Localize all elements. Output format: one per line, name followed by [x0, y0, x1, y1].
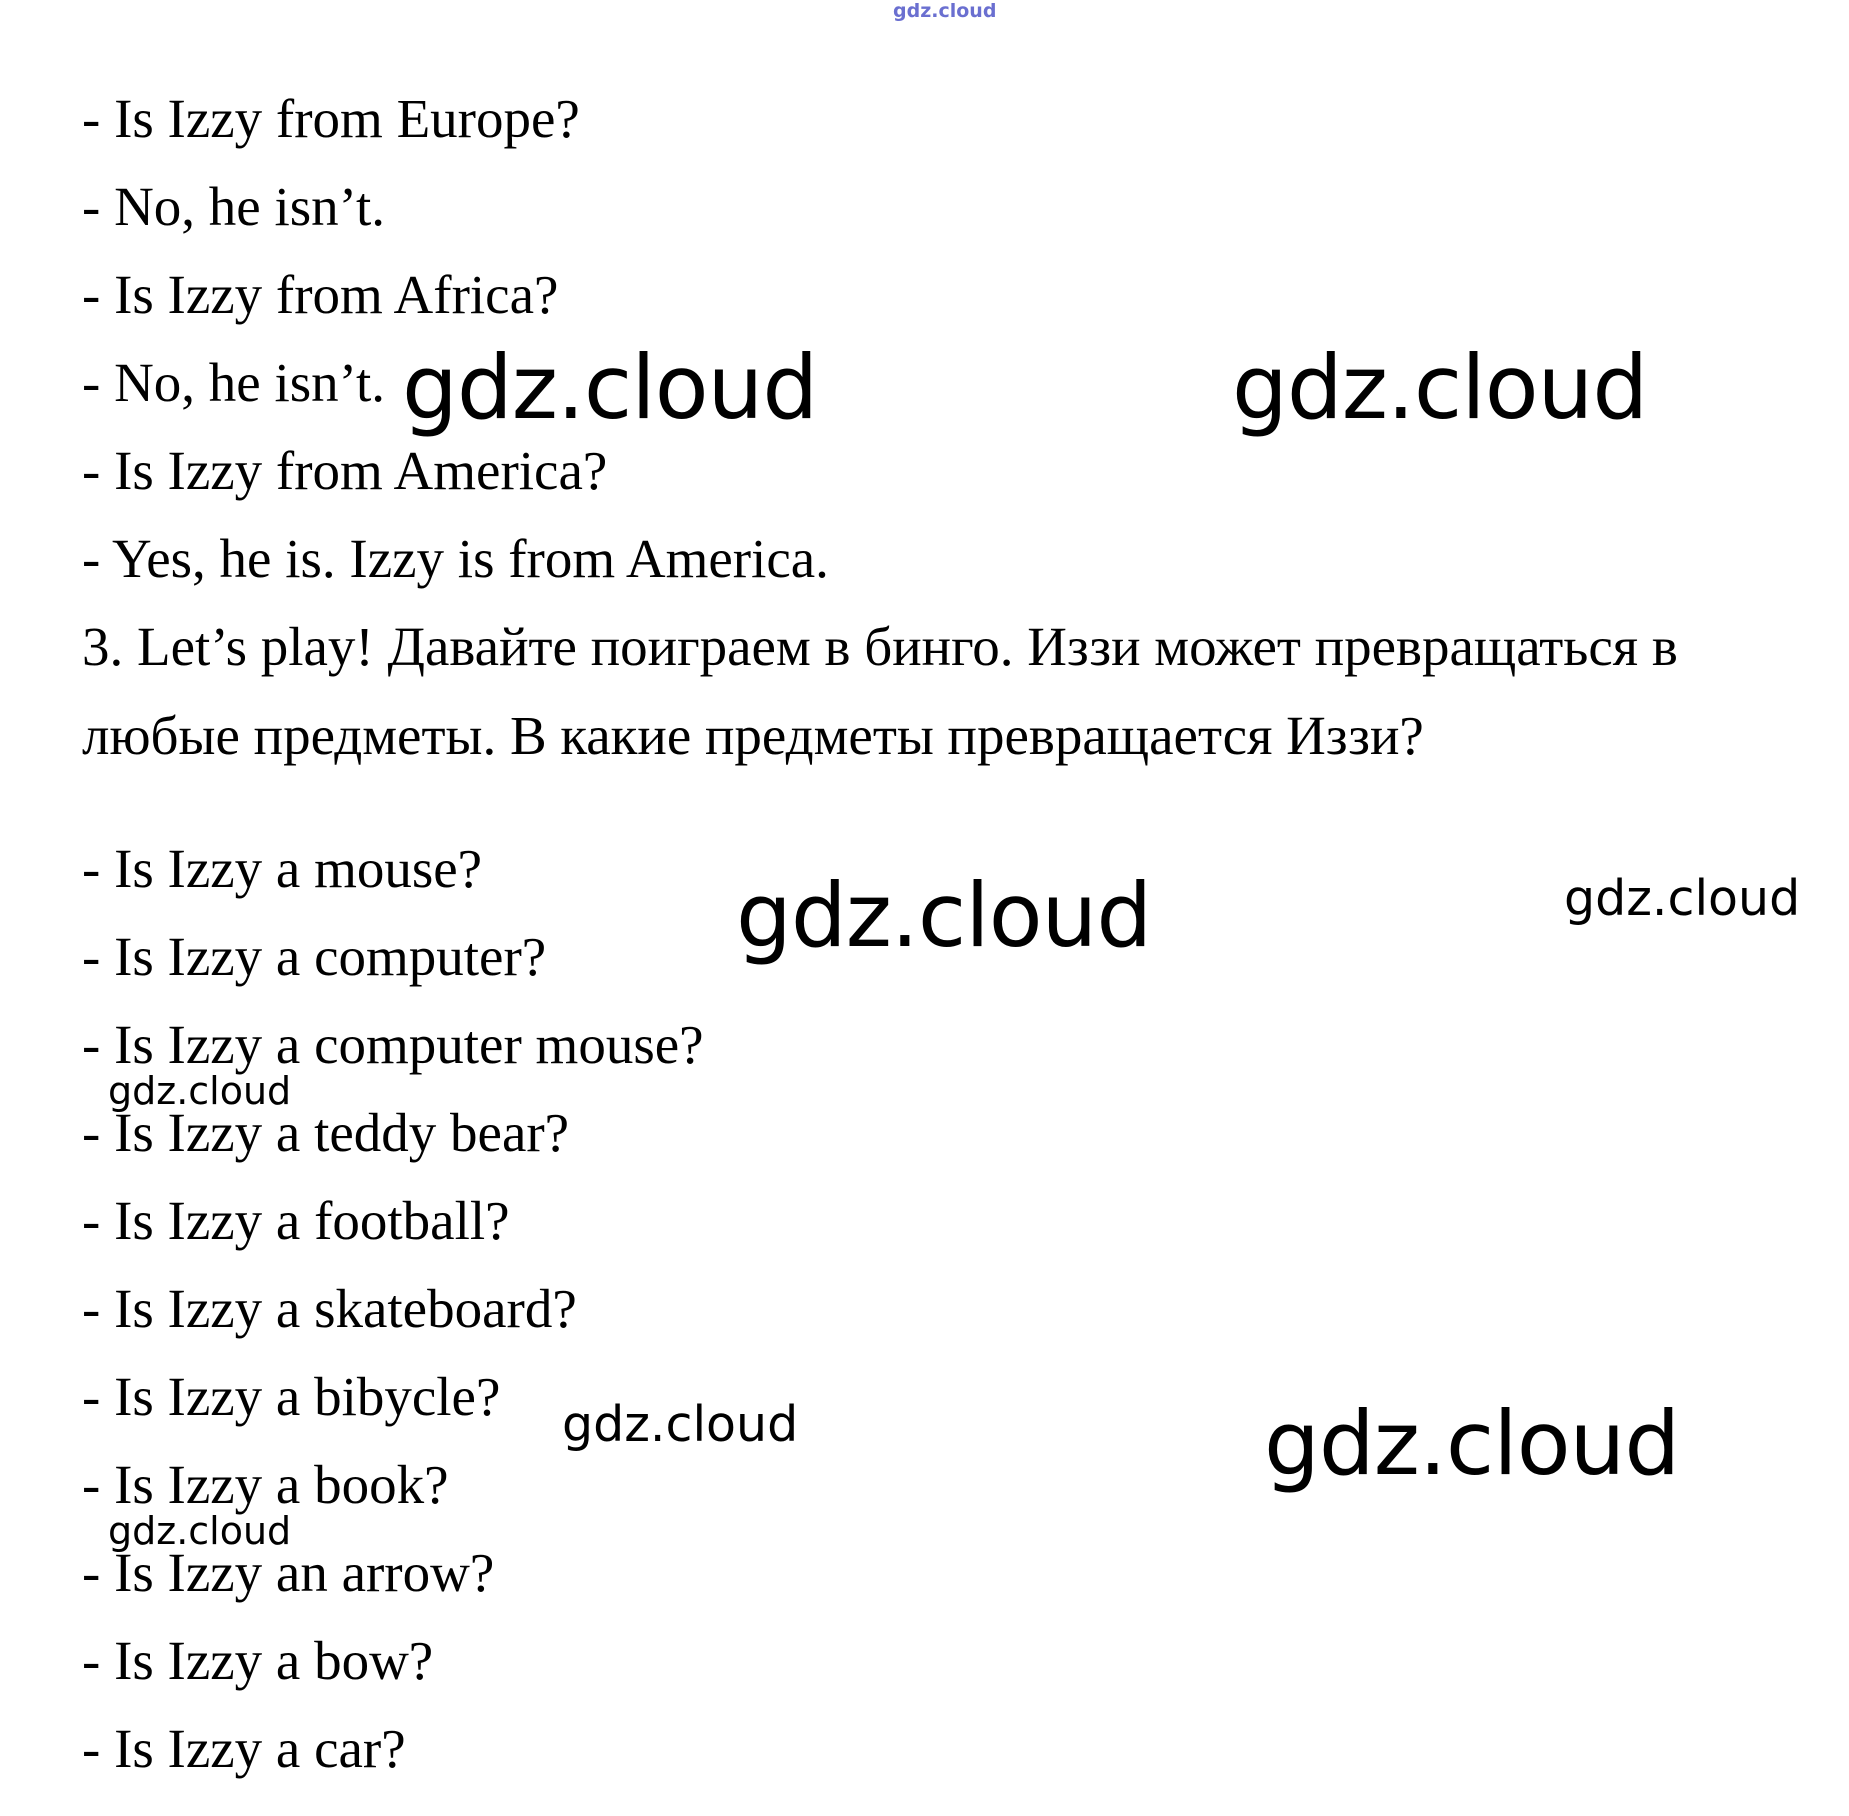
dialogue-line: - Yes, he is. Izzy is from America.	[82, 528, 829, 589]
watermark: gdz.cloud	[562, 1396, 799, 1453]
question-line: - Is Izzy a book?	[82, 1454, 449, 1515]
question-line: - Is Izzy a bibycle?	[82, 1366, 501, 1427]
dialogue-line: - Is Izzy from Africa?	[82, 264, 559, 325]
dialogue-line: - Is Izzy from Europe?	[82, 88, 580, 149]
watermark: gdz.cloud	[1264, 1392, 1680, 1495]
dialogue-line: - No, he isn’t.	[82, 352, 385, 413]
watermark: gdz.cloud	[108, 1509, 292, 1553]
dialogue-line: - No, he isn’t.	[82, 176, 385, 237]
question-line: - Is Izzy a car?	[82, 1718, 406, 1779]
exercise-instruction: 3. Let’s play! Давайте поиграем в бинго. Иззи может превращаться в	[82, 616, 1678, 677]
question-line: - Is Izzy a computer mouse?	[82, 1014, 704, 1075]
question-line: - Is Izzy a mouse?	[82, 838, 483, 899]
question-line: - Is Izzy a bow?	[82, 1630, 434, 1691]
watermark: gdz.cloud	[1564, 870, 1801, 927]
watermark: gdz.cloud	[108, 1069, 292, 1113]
top-watermark: gdz.cloud	[893, 0, 997, 22]
question-line: - Is Izzy a computer?	[82, 926, 547, 987]
watermark: gdz.cloud	[1232, 336, 1648, 439]
question-line: - Is Izzy a skateboard?	[82, 1278, 577, 1339]
dialogue-line: - Is Izzy from America?	[82, 440, 608, 501]
question-line: - Is Izzy a football?	[82, 1190, 510, 1251]
watermark: gdz.cloud	[736, 864, 1152, 967]
exercise-instruction: любые предметы. В какие предметы превращается Иззи?	[82, 705, 1424, 766]
question-line: - Is Izzy an arrow?	[82, 1542, 495, 1603]
watermark: gdz.cloud	[402, 336, 818, 439]
question-line: - Is Izzy a teddy bear?	[82, 1102, 570, 1163]
